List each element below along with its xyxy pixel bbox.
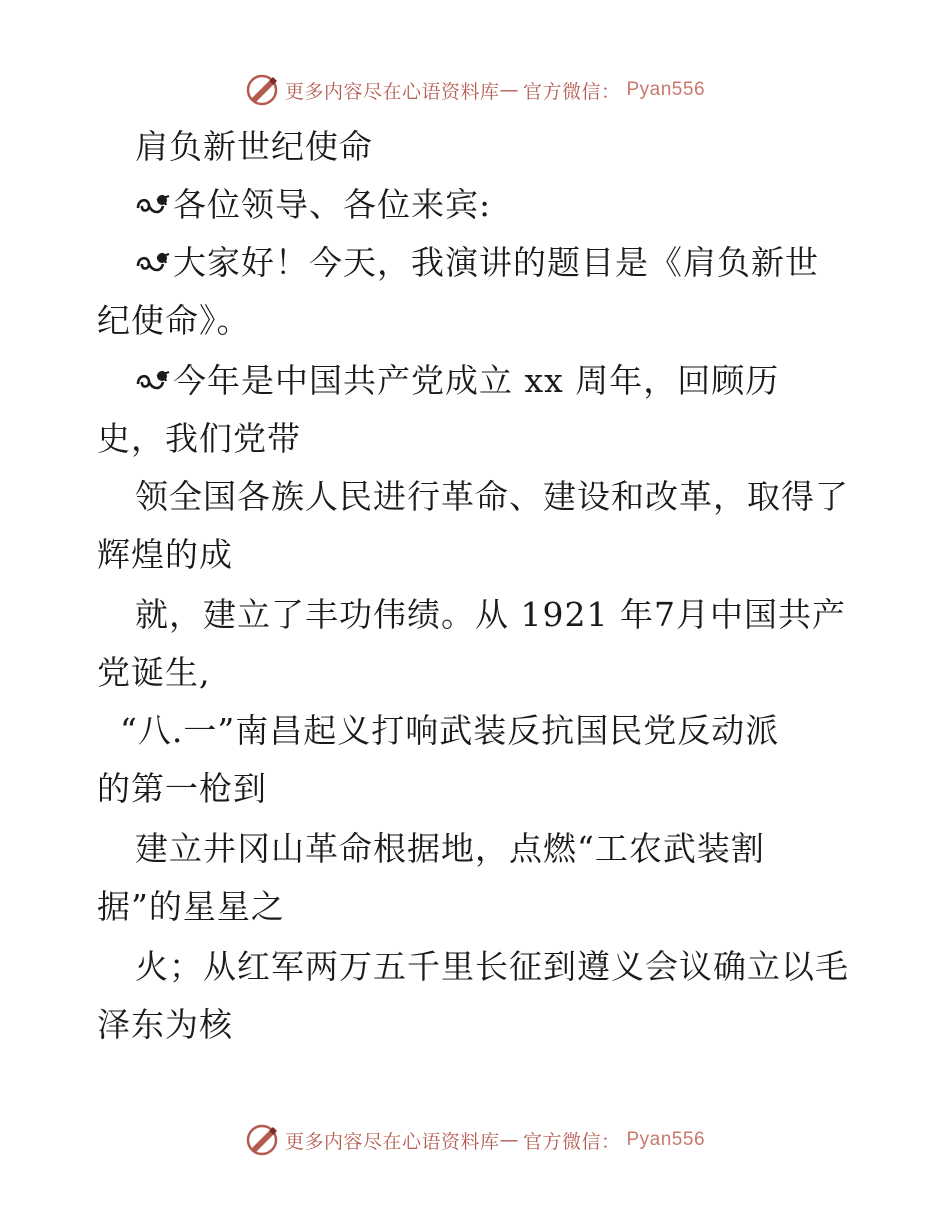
paragraph-line <box>135 185 492 224</box>
banner-wechat-label: 官方微信： <box>522 1130 621 1153</box>
banner-text: 更多内容尽在心语资料库 <box>284 1130 500 1153</box>
greeting-text: 各位领导、各位来宾: <box>173 185 492 224</box>
paragraph-line: 火；从红军两万五千里长征到遵义会议确立以毛 <box>135 947 849 986</box>
paragraph-line: 泽东为核 <box>97 1005 233 1044</box>
fleuron-icon <box>135 248 171 276</box>
pen-circle-logo-icon <box>245 1123 279 1157</box>
paragraph-text: 今年是中国共产党成立 xx 周年，回顾历 <box>173 361 780 400</box>
paragraph-line <box>135 361 780 400</box>
banner-wechat-id: Pyan556 <box>626 79 706 100</box>
banner-separator: — <box>499 79 519 101</box>
paragraph-line: 史，我们党带 <box>97 419 301 458</box>
footer-banner <box>0 1120 950 1160</box>
pen-circle-logo-icon <box>245 73 279 107</box>
fleuron-icon <box>135 366 171 394</box>
paragraph-line: 党诞生, <box>97 653 211 692</box>
header-banner <box>0 70 950 110</box>
paragraph-line: 就，建立了丰功伟绩。从 1921 年7月中国共产 <box>135 595 846 634</box>
fleuron-icon <box>135 190 171 218</box>
paragraph-line: “八.一”南昌起义打响武装反抗国民党反动派 <box>120 711 780 750</box>
document-title: 肩负新世纪使命 <box>135 127 373 166</box>
paragraph-line: 辉煌的成 <box>97 535 233 574</box>
banner-text: 更多内容尽在心语资料库 <box>284 80 500 103</box>
paragraph-text: 大家好！今天，我演讲的题目是《肩负新世 <box>173 243 819 282</box>
banner-separator: — <box>499 1129 519 1151</box>
paragraph-line: 据”的星星之 <box>97 887 285 926</box>
paragraph-line <box>135 243 819 282</box>
paragraph-line: 纪使命》。 <box>97 301 251 340</box>
banner-wechat-label: 官方微信： <box>522 80 621 103</box>
paragraph-line: 建立井冈山革命根据地，点燃“工农武装割 <box>135 829 765 868</box>
paragraph-line: 领全国各族人民进行革命、建设和改革，取得了 <box>135 477 849 516</box>
banner-wechat-id: Pyan556 <box>626 1129 706 1150</box>
paragraph-line: 的第一枪到 <box>97 769 267 808</box>
